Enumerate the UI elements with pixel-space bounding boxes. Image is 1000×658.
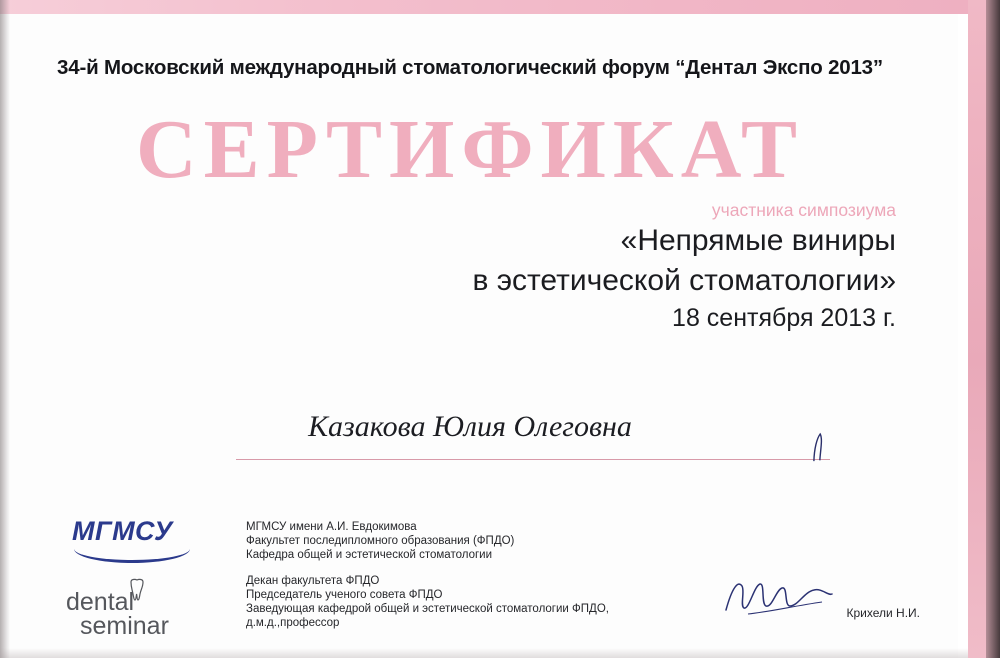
role-line-3: Заведующая кафедрой общей и эстетической стоматологии ФПДО, (246, 603, 609, 615)
pink-top-band (0, 0, 968, 14)
signer-name: Крихели Н.И. (846, 606, 920, 620)
certificate-title-word: СЕРТИФИКАТ (135, 103, 805, 196)
org-line-2: Факультет последипломного образования (ФПДО) (246, 535, 515, 547)
university-logo-text: МГМСУ (72, 516, 173, 546)
scan-bottom-shadow (0, 648, 968, 658)
role-line-1: Декан факультета ФПДО (246, 575, 380, 587)
recipient-name: Казакова Юлия Олеговна (308, 410, 632, 443)
org-line-3: Кафедра общей и эстетической стоматологии (246, 549, 493, 561)
org-line-1: МГМСУ имени А.И. Евдокимова (246, 521, 417, 533)
handwritten-mark (804, 428, 838, 466)
dental-seminar-line-1: dental (66, 588, 135, 616)
roles-block (246, 574, 609, 630)
participant-label: участника симпозиума (711, 200, 896, 220)
tooth-icon-glyph (128, 578, 146, 602)
signature-mark (718, 576, 838, 618)
certificate-date: 18 сентября 2013 г. (672, 304, 896, 332)
symposium-title-line-1: «Непрямые виниры (620, 224, 896, 257)
role-line-4: д.м.д.,профессор (246, 617, 340, 629)
dental-seminar-logo (66, 590, 169, 638)
recipient-underline (236, 459, 830, 460)
tooth-icon (128, 578, 146, 602)
signature-icon (718, 576, 838, 618)
role-line-2: Председатель ученого совета ФПДО (246, 589, 443, 601)
scan-right-edge (986, 0, 1000, 658)
forum-header: 34-й Московский международный стоматологический форум “Дентал Экспо 2013” (57, 56, 883, 79)
scan-left-shadow (0, 0, 10, 658)
dental-seminar-line-2: seminar (80, 612, 169, 640)
handwritten-mark-icon (804, 428, 838, 466)
symposium-title-line-2: в эстетической стоматологии» (472, 264, 896, 297)
organization-block (246, 520, 514, 562)
